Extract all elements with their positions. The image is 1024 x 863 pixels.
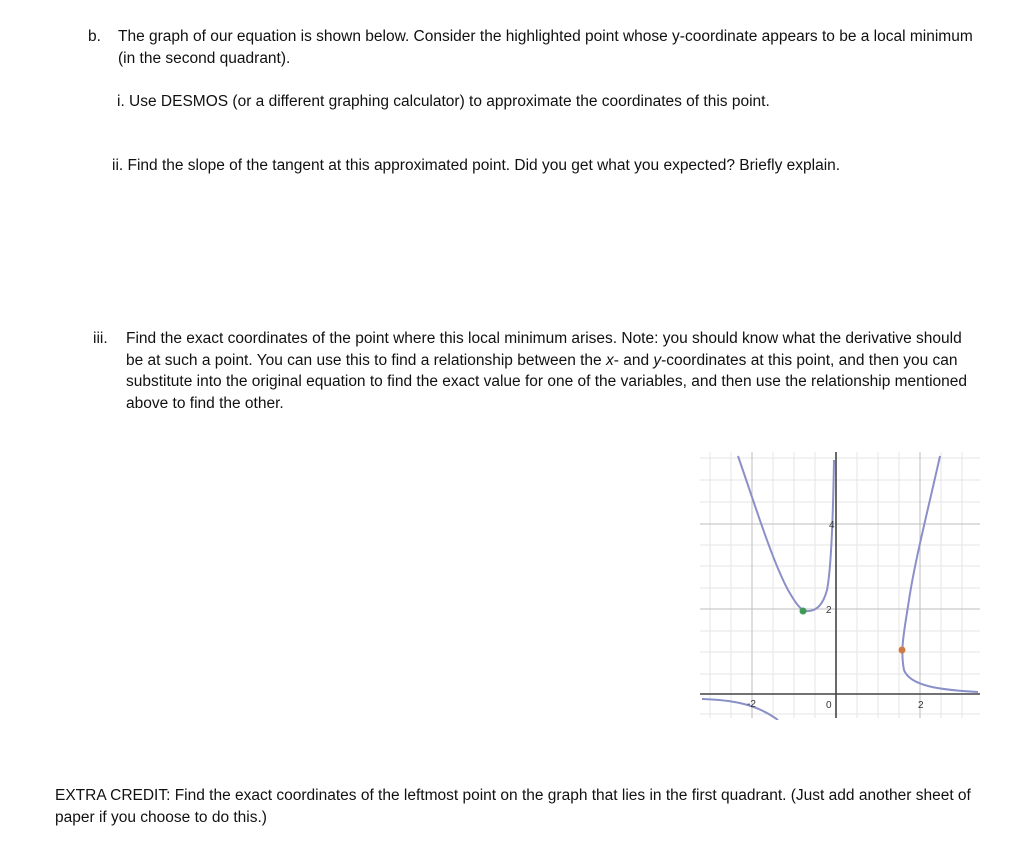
question-ii: ii. Find the slope of the tangent at this approximated point. Did you get what you expected? Briefly explain.: [112, 157, 841, 174]
question-i: i. Use DESMOS (or a different graphing calculator) to approximate the coordinates of this point.: [117, 93, 770, 110]
curve-lower-branch: [702, 699, 778, 720]
extra-credit-question: EXTRA CREDIT: Find the exact coordinates of the leftmost point on the graph that lies in the first quadrant. (Just add another sheet of paper if you choose to do this.): [55, 787, 971, 826]
axes: [700, 452, 980, 718]
question-iii: [126, 328, 976, 414]
tick-label-x-zero: 0: [826, 700, 832, 711]
tick-label-x-neg2: -2: [747, 699, 756, 710]
question-iii-label: iii.: [93, 330, 108, 347]
part-b-question: The graph of our equation is shown below. Consider the highlighted point whose y-coordinate appears to be a local minimum (in the second quadrant).: [118, 28, 973, 67]
y-variable: y: [653, 351, 662, 369]
grid-minor: [700, 452, 980, 718]
local-minimum-point: [800, 608, 807, 615]
question-iii-text-b: - and: [613, 351, 654, 369]
part-b-label: b.: [88, 28, 101, 45]
tick-label-x-pos2: 2: [918, 700, 924, 711]
highlighted-point: [899, 647, 906, 654]
equation-graph: [700, 450, 980, 720]
question-iii-text-c: -coordinates at this point, and then you can substitute into the original equation to find the exact value for one of the variables, and then use the relationship mentioned above to find the other.: [126, 351, 968, 412]
question-iii-text-a: Find the exact coordinates of the point where this local minimum arises. Note: you should know what the derivative should be at such a point. You can use this to find a relationship between the: [126, 330, 962, 369]
tick-label-y-pos4: 4: [829, 520, 835, 531]
tick-label-y-pos2: 2: [826, 605, 832, 616]
grid-major: [700, 452, 980, 718]
curve-right-branch: [902, 456, 978, 692]
x-variable: x: [605, 351, 614, 369]
